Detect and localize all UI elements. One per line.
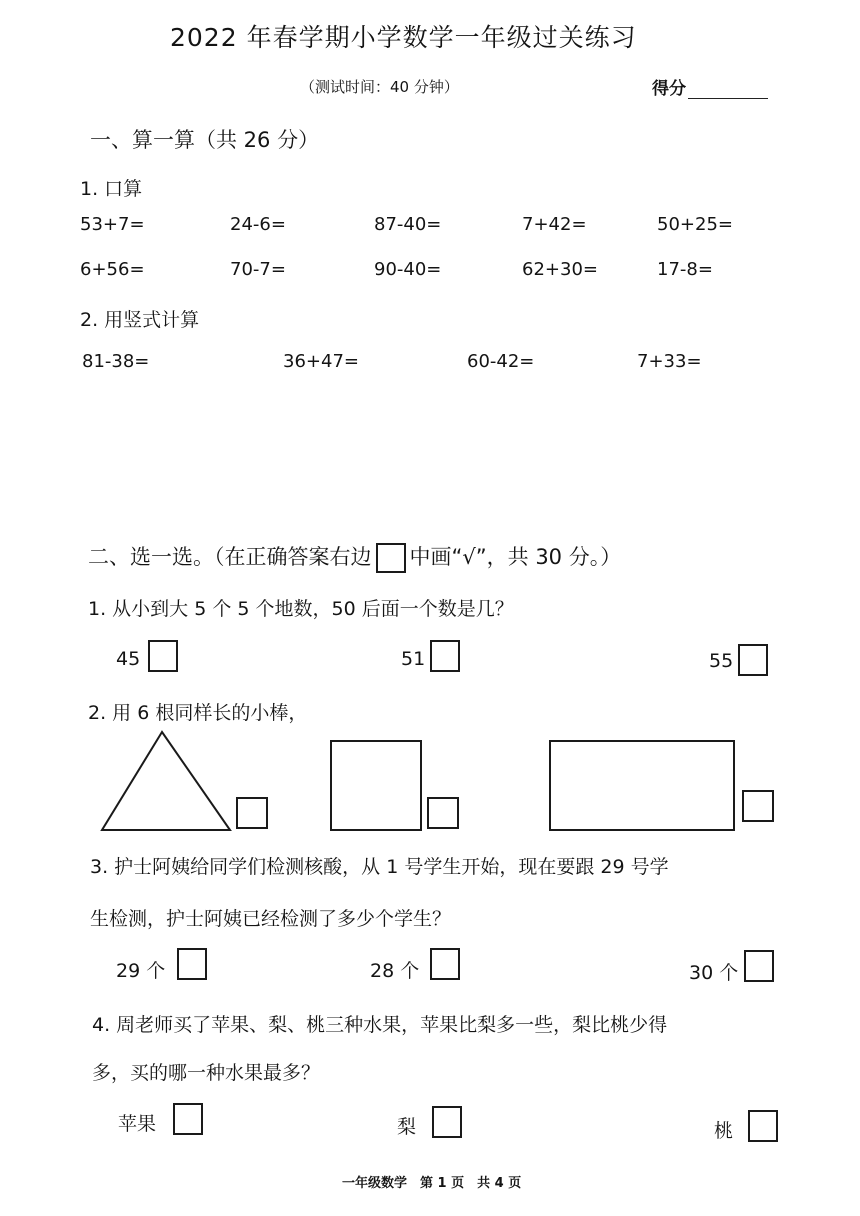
oral-calc-item: 6+56= [80,259,145,280]
q3-answer-box-29[interactable] [177,948,207,980]
question-3-line1: 3. 护士阿姨给同学们检测核酸，从 1 号学生开始，现在要跟 29 号学 [90,856,669,878]
score-label: 得分 [652,79,686,99]
square-shape [331,741,421,830]
oral-calc-item: 24-6= [230,214,286,235]
oral-calc-item: 70-7= [230,259,286,280]
page-title: 2022 年春学期小学数学一年级过关练习 [170,23,637,52]
section2-heading-end: 中画“√”，共 30 分。） [409,545,622,569]
vertical-calc-item: 60-42= [467,351,535,372]
question-1: 1. 从小到大 5 个 5 个地数，50 后面一个数是几？ [88,598,514,620]
q2-answer-box-triangle[interactable] [236,797,268,829]
section1-heading: 一、算一算（共 26 分） [90,128,320,152]
oral-calc-item: 17-8= [657,259,713,280]
q4-option-label: 梨 [397,1116,417,1138]
q3-option-label: 29 个 [116,960,166,982]
vertical-calc-item: 7+33= [637,351,702,372]
vertical-calc-item: 36+47= [283,351,359,372]
q3-option-label: 28 个 [370,960,420,982]
q2-answer-box-square[interactable] [427,797,459,829]
vertical-calc-title: 2. 用竖式计算 [80,309,200,331]
question-2: 2. 用 6 根同样长的小棒， [88,702,308,724]
vertical-calc-item: 81-38= [82,351,150,372]
oral-calc-item: 90-40= [374,259,442,280]
q3-answer-box-28[interactable] [430,948,460,980]
question-3-line2: 生检测，护士阿姨已经检测了多少个学生？ [90,908,452,930]
q4-answer-box-apple[interactable] [173,1103,203,1135]
oral-calc-title: 1. 口算 [80,178,143,200]
q1-option-label: 51 [401,648,426,670]
triangle-shape [102,732,230,830]
oral-calc-item: 50+25= [657,214,733,235]
oral-calc-item: 62+30= [522,259,598,280]
q4-option-label: 桃 [714,1120,734,1142]
rectangle-shape [550,741,734,830]
q1-option-label: 55 [709,650,734,672]
page-footer: 一年级数学 第 1 页 共 4 页 [342,1176,522,1191]
q4-answer-box-peach[interactable] [748,1110,778,1142]
oral-calc-item: 87-40= [374,214,442,235]
question-4-line1: 4. 周老师买了苹果、梨、桃三种水果，苹果比梨多一些，梨比桃少得 [92,1014,668,1036]
test-time: （测试时间：40 分钟） [300,78,459,96]
q3-answer-box-30[interactable] [744,950,774,982]
q2-answer-box-rectangle[interactable] [742,790,774,822]
q3-option-label: 30 个 [689,962,739,984]
q4-answer-box-pear[interactable] [432,1106,462,1138]
question-4-line2: 多，买的哪一种水果最多？ [92,1062,321,1084]
oral-calc-item: 53+7= [80,214,145,235]
oral-calc-item: 7+42= [522,214,587,235]
section2-heading-start: 二、选一选。（在正确答案右边 [88,545,372,569]
q4-option-label: 苹果 [118,1113,157,1135]
q1-option-label: 45 [116,648,141,670]
